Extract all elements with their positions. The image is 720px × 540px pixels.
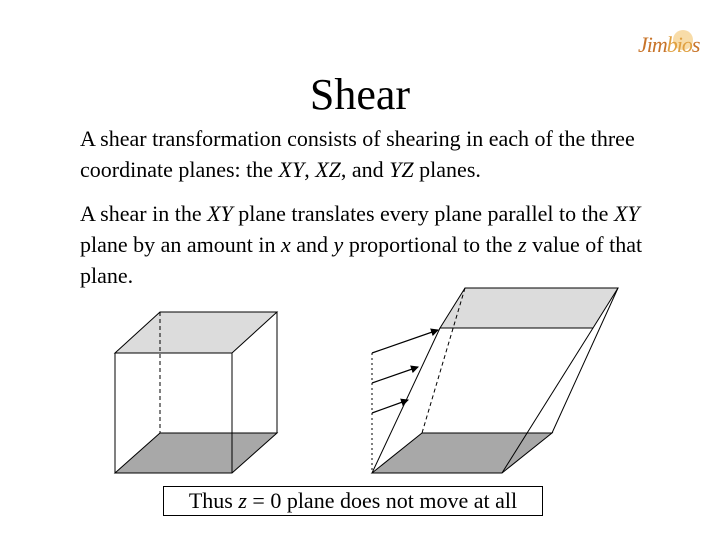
cube-bottom-face xyxy=(115,433,277,473)
sheared-hidden-edge xyxy=(422,288,465,433)
sheared-edge xyxy=(502,328,593,473)
shear-arrow xyxy=(372,400,408,413)
paragraph-definition: A shear transformation consists of shearing in each of the three coordinate planes: the XY, XZ, and YZ planes. xyxy=(80,126,635,182)
paragraph-xy-shear: A shear in the XY plane translates every plane parallel to the XY plane by an amount in x and y proportional to the z value of that plane. xyxy=(80,201,643,288)
logo-text: Jimbios xyxy=(638,32,700,57)
caption-box: Thus z = 0 plane does not move at all xyxy=(163,486,543,516)
sheared-top-face xyxy=(440,288,618,328)
shear-arrow xyxy=(372,367,418,383)
sheared-cube xyxy=(372,288,618,473)
original-cube xyxy=(115,312,277,473)
slide-title: Shear xyxy=(309,70,411,119)
sheared-bottom-face xyxy=(372,433,552,473)
cube-top-face xyxy=(115,312,277,353)
shear-arrow xyxy=(372,330,438,353)
